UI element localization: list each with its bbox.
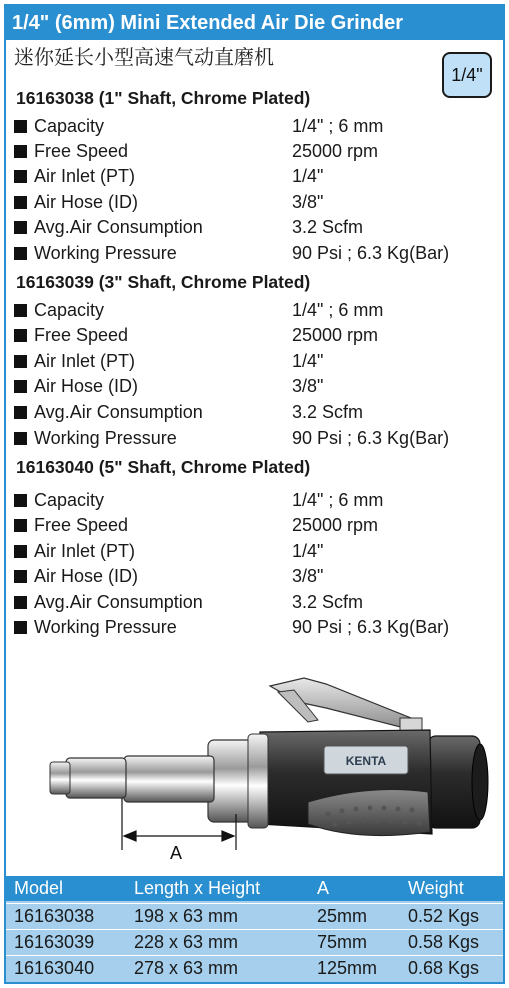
spec-value: 25000 rpm (292, 325, 379, 345)
table-cell: 16163039 (14, 932, 95, 952)
spec-value: 3.2 Scfm (292, 402, 364, 422)
bullet-square-icon (14, 380, 27, 393)
bullet-square-icon (14, 406, 27, 419)
spec-label: Capacity (34, 300, 105, 320)
extension-shaft (124, 756, 214, 802)
spec-value: 90 Psi ; 6.3 Kg(Bar) (292, 617, 450, 637)
spec-row-free-speed (14, 323, 494, 348)
column-header-length-height: Length x Height (134, 878, 261, 898)
spec-row-air-consumption (14, 215, 494, 240)
table-cell: 75mm (317, 932, 368, 952)
spec-row-capacity (14, 488, 494, 513)
spec-label: Air Inlet (PT) (34, 541, 136, 561)
spec-value: 3.2 Scfm (292, 217, 364, 237)
bullet-square-icon (14, 494, 27, 507)
page-title: 1/4" (6mm) Mini Extended Air Die Grinder (6, 6, 503, 40)
dimension-a-label: A (169, 843, 183, 863)
spec-row-air-consumption (14, 400, 494, 425)
spec-value: 25000 rpm (292, 515, 379, 535)
table-row (6, 955, 503, 980)
table-cell: 198 x 63 mm (134, 906, 239, 926)
spec-value: 1/4" (292, 351, 324, 371)
spec-value: 1/4" (292, 166, 324, 186)
spec-label: Capacity (34, 116, 105, 136)
spec-value: 3.2 Scfm (292, 592, 364, 612)
table-cell: 278 x 63 mm (134, 958, 239, 978)
spec-value: 3/8" (292, 192, 324, 212)
spec-label: Working Pressure (34, 617, 177, 637)
table-cell: 0.52 Kgs (408, 906, 480, 926)
spec-label: Avg.Air Consumption (34, 217, 203, 237)
table-cell: 125mm (317, 958, 378, 978)
spec-label: Air Inlet (PT) (34, 351, 136, 371)
spec-label: Air Hose (ID) (34, 376, 139, 396)
spec-label: Air Inlet (PT) (34, 166, 136, 186)
bullet-square-icon (14, 596, 27, 609)
spec-label: Free Speed (34, 515, 129, 535)
spec-label: Working Pressure (34, 243, 177, 263)
spec-row-air-inlet (14, 539, 494, 564)
brand-logo: KENTA (345, 754, 387, 768)
dimensions-table (6, 876, 503, 982)
bullet-square-icon (14, 170, 27, 183)
spec-label: Avg.Air Consumption (34, 592, 203, 612)
bullet-square-icon (14, 247, 27, 260)
model-heading-16163040: 16163040 (5" Shaft, Chrome Plated) (16, 457, 311, 477)
spec-row-working-pressure (14, 426, 494, 451)
bullet-square-icon (14, 120, 27, 133)
throttle-lever (270, 678, 422, 732)
spec-value: 90 Psi ; 6.3 Kg(Bar) (292, 428, 450, 448)
spec-value: 1/4" ; 6 mm (292, 116, 384, 136)
spec-label: Air Hose (ID) (34, 192, 139, 212)
table-cell: 0.68 Kgs (408, 958, 480, 978)
spec-value: 1/4" (292, 541, 324, 561)
spec-value: 25000 rpm (292, 141, 379, 161)
product-card (4, 4, 505, 984)
bullet-square-icon (14, 519, 27, 532)
collet-nut (66, 758, 126, 798)
table-row (6, 929, 503, 954)
table-cell: 0.58 Kgs (408, 932, 480, 952)
bullet-square-icon (14, 355, 27, 368)
table-cell: 16163038 (14, 906, 95, 926)
spec-label: Free Speed (34, 141, 129, 161)
table-cell: 16163040 (14, 958, 95, 978)
bullet-square-icon (14, 196, 27, 209)
spec-row-capacity (14, 298, 494, 323)
spec-value: 1/4" ; 6 mm (292, 490, 384, 510)
spec-label: Capacity (34, 490, 105, 510)
spec-row-free-speed (14, 513, 494, 538)
table-cell: 25mm (317, 906, 368, 926)
spec-value: 3/8" (292, 376, 324, 396)
model-heading-16163038: 16163038 (1" Shaft, Chrome Plated) (16, 88, 311, 108)
spec-row-capacity (14, 114, 494, 139)
bullet-square-icon (14, 329, 27, 342)
spec-row-air-inlet (14, 349, 494, 374)
spec-value: 1/4" ; 6 mm (292, 300, 384, 320)
bullet-square-icon (14, 545, 27, 558)
chinese-subtitle: 迷你延长小型高速气动直磨机 (14, 45, 274, 69)
bullet-square-icon (14, 621, 27, 634)
spec-value: 90 Psi ; 6.3 Kg(Bar) (292, 243, 450, 263)
spec-label: Avg.Air Consumption (34, 402, 203, 422)
spec-row-working-pressure (14, 615, 494, 640)
bullet-square-icon (14, 145, 27, 158)
column-header-a: A (317, 878, 330, 898)
bullet-square-icon (14, 221, 27, 234)
bullet-square-icon (14, 570, 27, 583)
bullet-square-icon (14, 304, 27, 317)
spec-label: Free Speed (34, 325, 129, 345)
spec-row-working-pressure (14, 241, 494, 266)
size-badge: 1/4" (442, 52, 492, 98)
column-header-weight: Weight (408, 878, 464, 898)
table-cell: 228 x 63 mm (134, 932, 239, 952)
die-grinder-illustration (8, 674, 501, 874)
table-header (6, 876, 503, 901)
model-heading-16163039: 16163039 (3" Shaft, Chrome Plated) (16, 272, 311, 292)
table-row (6, 903, 503, 928)
spec-row-air-consumption (14, 590, 494, 615)
bullet-square-icon (14, 432, 27, 445)
spec-label: Working Pressure (34, 428, 177, 448)
spec-label: Air Hose (ID) (34, 566, 139, 586)
spec-value: 3/8" (292, 566, 324, 586)
spec-row-air-inlet (14, 164, 494, 189)
spec-row-free-speed (14, 139, 494, 164)
column-header-model: Model (14, 878, 64, 898)
spec-row-air-hose (14, 374, 494, 399)
spec-row-air-hose (14, 564, 494, 589)
spec-row-air-hose (14, 190, 494, 215)
